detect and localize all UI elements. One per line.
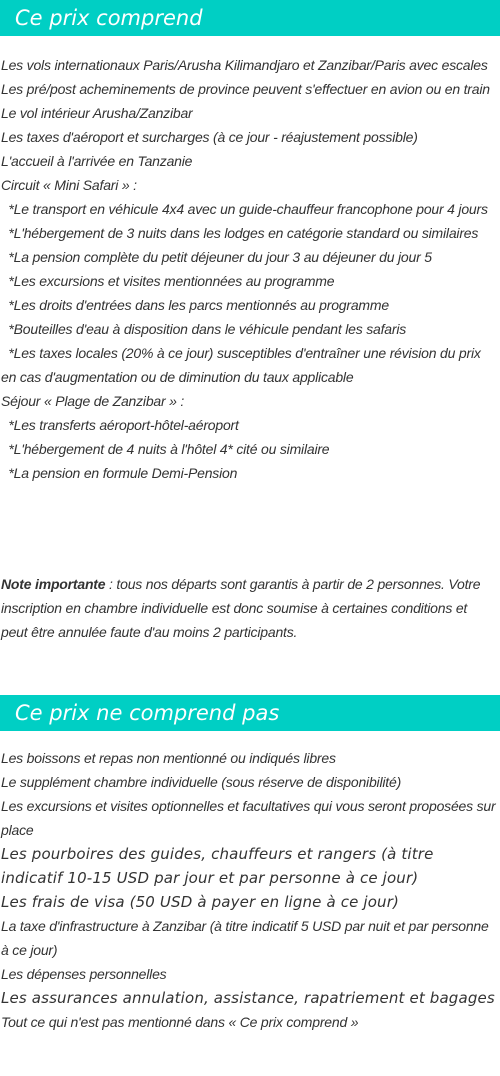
list-item: *L'hébergement de 4 nuits à l'hôtel 4* cité ou similaire <box>1 441 330 457</box>
not-included-list <box>1 746 497 1034</box>
list-item: Séjour « Plage de Zanzibar » : <box>1 393 185 409</box>
list-item: Les pourboires des guides, chauffeurs et rangers (à titre indicatif 10-15 USD par jour et par personne à ce jour) <box>1 845 434 887</box>
included-list <box>1 53 497 485</box>
section-header-not-included: Ce prix ne comprend pas <box>0 695 500 731</box>
list-item: Les taxes d'aéroport et surcharges (à ce jour - réajustement possible) <box>1 129 418 145</box>
list-item: Les frais de visa (50 USD à payer en ligne à ce jour) <box>1 893 400 911</box>
list-item: Les vols internationaux Paris/Arusha Kilimandjaro et Zanzibar/Paris avec escales <box>1 57 488 73</box>
list-item: *Les taxes locales (20% à ce jour) susceptibles d'entraîner une révision du prix en cas d'augmentation ou de diminution du taux applicable <box>1 345 485 385</box>
important-note <box>1 572 497 644</box>
note-label: Note importante <box>1 576 106 592</box>
list-item: Les excursions et visites optionnelles et facultatives qui vous seront proposées sur place <box>1 798 496 838</box>
list-item: Tout ce qui n'est pas mentionné dans « Ce prix comprend » <box>1 1014 359 1030</box>
section-header-included: Ce prix comprend <box>0 0 500 36</box>
list-item: *Les transferts aéroport-hôtel-aéroport <box>1 417 239 433</box>
list-item: Les assurances annulation, assistance, rapatriement et bagages <box>1 989 495 1007</box>
list-item: Les boissons et repas non mentionné ou indiqués libres <box>1 750 336 766</box>
list-item: Circuit « Mini Safari » : <box>1 177 137 193</box>
list-item: *L'hébergement de 3 nuits dans les lodges en catégorie standard ou similaires <box>1 225 479 241</box>
list-item: *Le transport en véhicule 4x4 avec un guide-chauffeur francophone pour 4 jours <box>1 201 488 217</box>
list-item: Le supplément chambre individuelle (sous réserve de disponibilité) <box>1 774 402 790</box>
list-item: *Les excursions et visites mentionnées au programme <box>1 273 335 289</box>
list-item: *Les droits d'entrées dans les parcs mentionnés au programme <box>1 297 389 313</box>
list-item: Le vol intérieur Arusha/Zanzibar <box>1 105 193 121</box>
list-item: *La pension complète du petit déjeuner du jour 3 au déjeuner du jour 5 <box>1 249 432 265</box>
list-item: La taxe d'infrastructure à Zanzibar (à titre indicatif 5 USD par nuit et par personne à ce jour) <box>1 918 489 958</box>
list-item: *La pension en formule Demi-Pension <box>1 465 238 481</box>
list-item: L'accueil à l'arrivée en Tanzanie <box>1 153 193 169</box>
list-item: Les dépenses personnelles <box>1 966 167 982</box>
note-text: : tous nos départs sont garantis à partir de 2 personnes. Votre inscription en chambre individuelle est donc soumise à certaines conditions et peut être annulée faute d'au moins 2 participants. <box>1 576 481 640</box>
list-item: *Bouteilles d'eau à disposition dans le véhicule pendant les safaris <box>1 321 407 337</box>
list-item: Les pré/post acheminements de province peuvent s'effectuer en avion ou en train <box>1 81 490 97</box>
